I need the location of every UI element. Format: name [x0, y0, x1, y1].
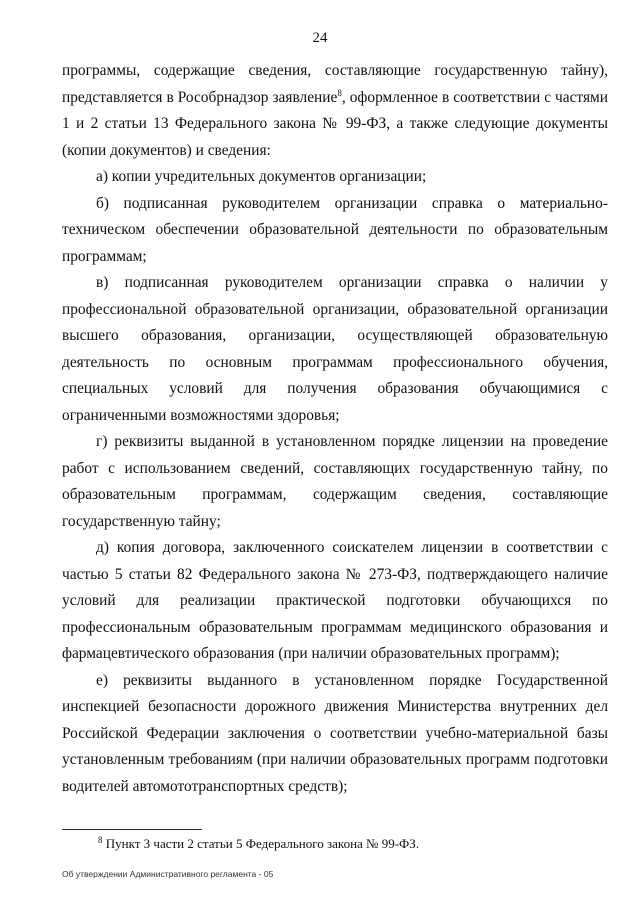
list-item-a: а) копии учредительных документов организации; [96, 168, 427, 185]
page-number: 24 [312, 30, 328, 46]
document-body [62, 58, 608, 800]
list-item-b: б) подписанная руководителем организации справка о материально-техническом обеспечении образовательной деятельности по образовательным программам; [62, 194, 608, 265]
list-item-d: д) копия договора, заключенного соискателем лицензии в соответствии с частью 5 статьи 82 Федерального закона № 273-ФЗ, подтверждающего наличие условий для реализации практической подготовки обучающихся по профессиональным образовательным программам медицинского образования и фармацевтического образования (при наличии образовательных программ); [62, 539, 608, 662]
footnote-separator [62, 829, 202, 830]
list-item-e: е) реквизиты выданного в установленном порядке Государственной инспекцией безопасности дорожного движения Министерства внутренних дел Российской Федерации заключения о соответствии учебно-материальной базы установленным требованиям (при наличии образовательных программ подготовки водителей автомототранспортных средств); [62, 671, 608, 795]
footnote-reference[interactable]: 8 [337, 87, 342, 98]
document-footer: Об утверждении Административного регламента - 05 [62, 869, 274, 879]
footnote-number: 8 [98, 835, 103, 845]
footnote [98, 836, 618, 852]
footnote-text: Пункт 3 части 2 статьи 5 Федерального закона № 99-ФЗ. [102, 836, 420, 851]
intro-text-start: программы, содержащие сведения, составляющие государственную тайну), представляется в Рособрнадзор заявление [62, 62, 608, 106]
list-item-v: в) подписанная руководителем организации справка о наличии у профессиональной образовательной организации, образовательной организации высшего образования, организации, осуществляющей образовательную деятельность по основным программам профессионального обучения, специальных условий для получения образования обучающимися с ограниченными возможностями здоровья; [62, 274, 608, 424]
intro-text-end: , оформленное в соответствии с частями 1 и 2 статьи 13 Федерального закона № 99-ФЗ, а также следующие документы (копии документов) и сведения: [62, 88, 609, 159]
list-item-g: г) реквизиты выданной в установленном порядке лицензии на проведение работ с использованием сведений, составляющих государственную тайну, по образовательным программам, содержащим сведения, составляющие государственную тайну; [62, 433, 608, 530]
intro-paragraph [62, 58, 608, 164]
